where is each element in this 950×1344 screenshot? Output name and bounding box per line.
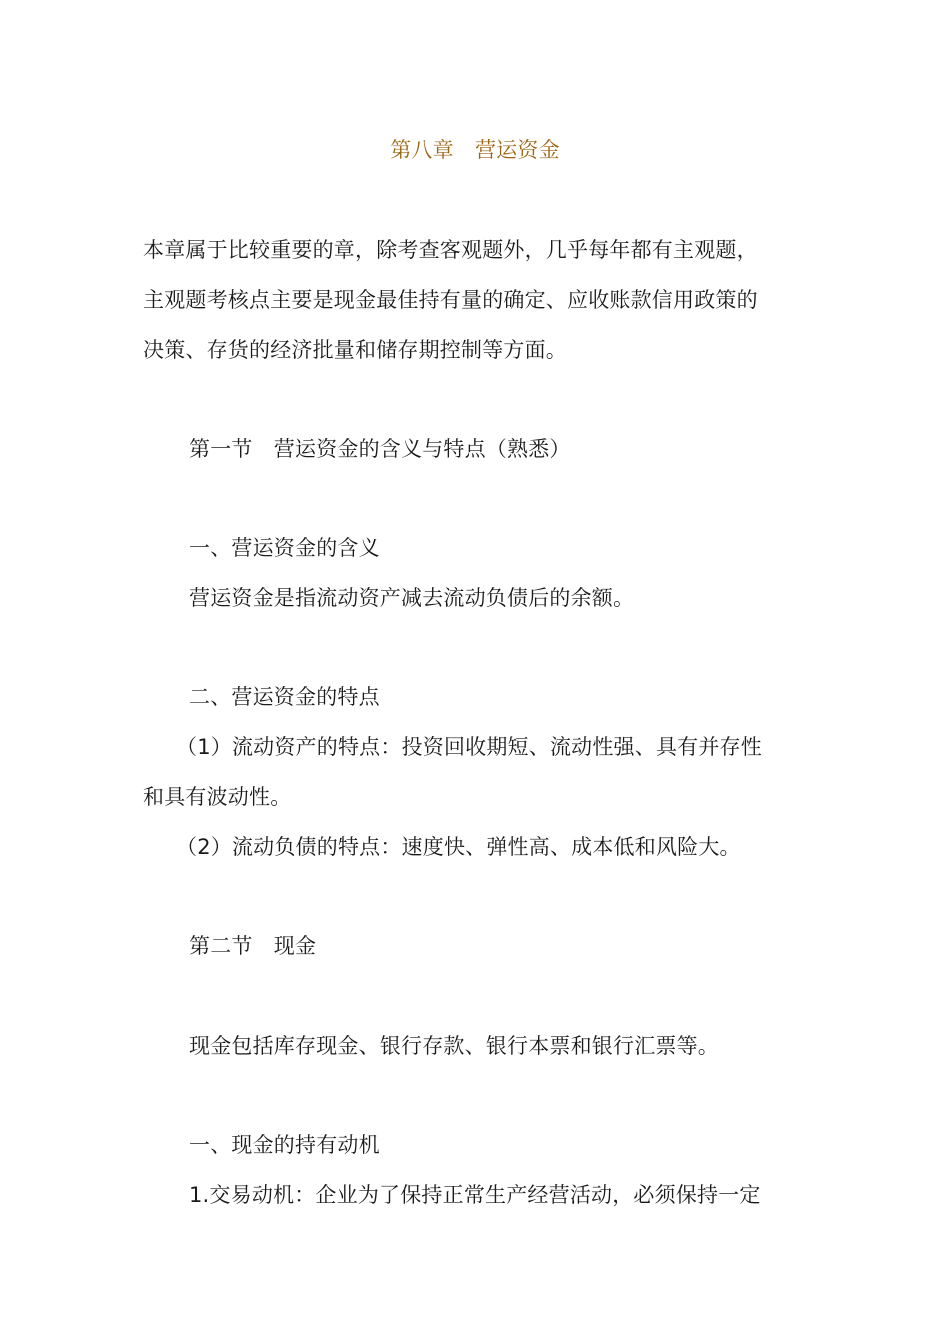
section-1-item-1-line-2: 和具有波动性。 — [143, 785, 292, 809]
intro-line-3: 决策、存货的经济批量和储存期控制等方面。 — [143, 338, 567, 362]
intro-line-1: 本章属于比较重要的章，除考查客观题外，几乎每年都有主观题， — [143, 238, 758, 262]
section-1-item-2: （2）流动负债的特点：速度快、弹性高、成本低和风险大。 — [176, 835, 741, 859]
intro-line-2: 主观题考核点主要是现金最佳持有量的确定、应收账款信用政策的 — [143, 288, 758, 312]
section-1-part-1-heading: 一、营运资金的含义 — [189, 536, 380, 560]
chapter-title: 第八章 营运资金 — [390, 138, 560, 162]
section-2-item-1-line-1: 1.交易动机：企业为了保持正常生产经营活动，必须保持一定 — [189, 1183, 761, 1207]
section-2-part-1-heading: 一、现金的持有动机 — [189, 1133, 380, 1157]
section-2-heading: 第二节 现金 — [189, 934, 317, 958]
section-1-heading: 第一节 营运资金的含义与特点（熟悉） — [189, 437, 571, 461]
section-1-part-2-heading: 二、营运资金的特点 — [189, 685, 380, 709]
section-1-item-1-line-1: （1）流动资产的特点：投资回收期短、流动性强、具有并存性 — [176, 735, 762, 759]
section-1-part-1-text: 营运资金是指流动资产减去流动负债后的余额。 — [189, 586, 635, 610]
section-2-text: 现金包括库存现金、银行存款、银行本票和银行汇票等。 — [189, 1034, 719, 1058]
